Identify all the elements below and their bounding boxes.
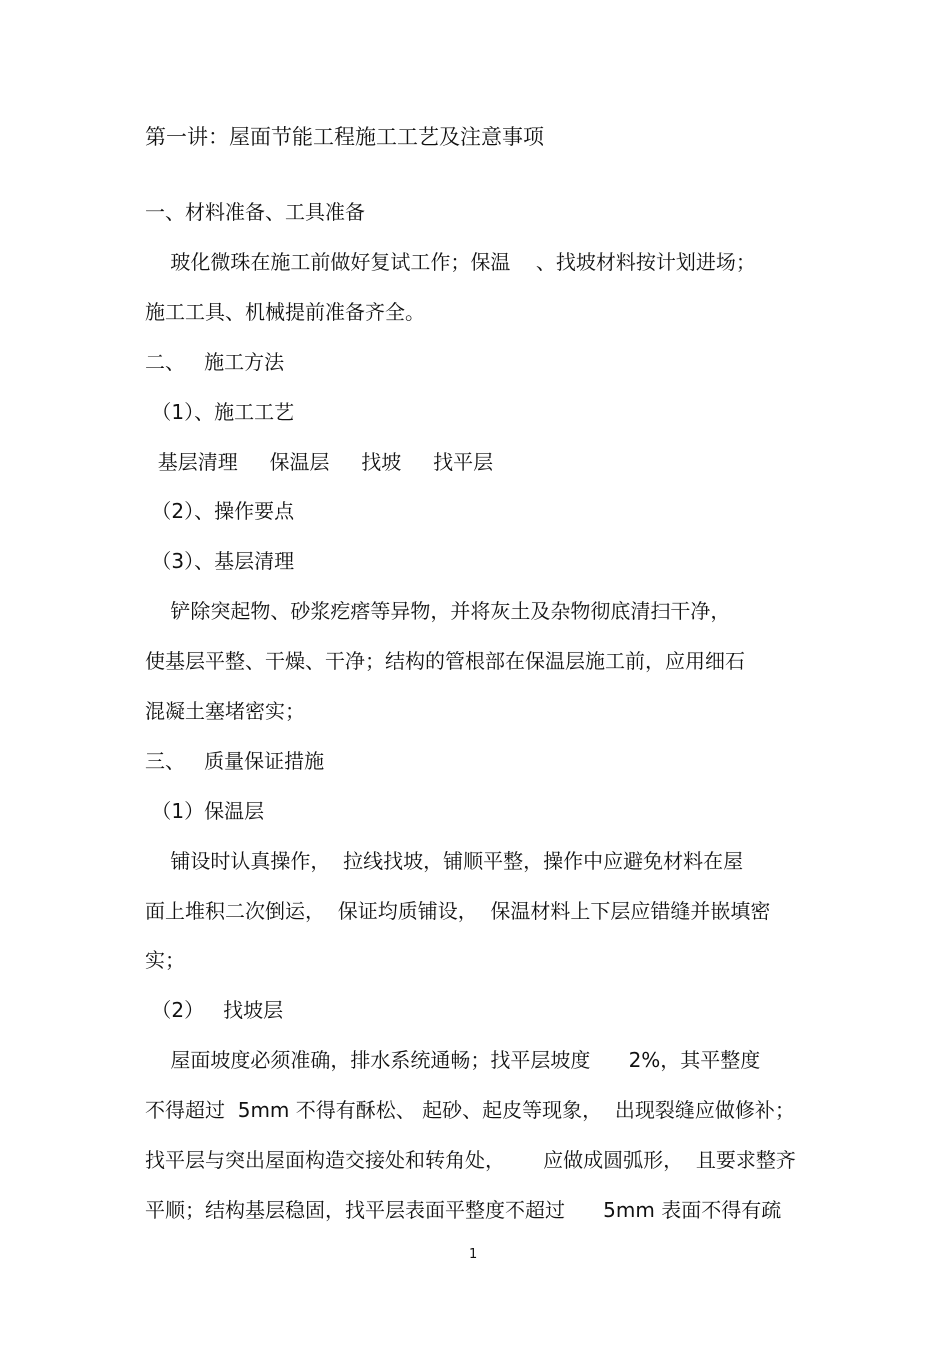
paragraph-line: 铺设时认真操作， 拉线找坡，铺顺平整，操作中应避免材料在屋 — [145, 849, 744, 873]
paragraph-line: 施工工具、机械提前准备齐全。 — [145, 300, 425, 324]
section-heading-2: 二、 施工方法 — [145, 350, 285, 374]
document-title: 第一讲：屋面节能工程施工工艺及注意事项 — [145, 125, 544, 149]
paragraph-line: 混凝土塞堵密实； — [145, 699, 305, 723]
process-flow: 基层清理 保温层 找坡 找平层 — [145, 450, 494, 474]
paragraph-line: 铲除突起物、砂浆疙瘩等异物，并将灰土及杂物彻底清扫干净， — [145, 599, 731, 623]
section-heading-1: 一、材料准备、工具准备 — [145, 200, 365, 224]
paragraph-line: 玻化微珠在施工前做好复试工作；保温 、找坡材料按计划进场； — [145, 250, 756, 274]
subheading: （1）、施工工艺 — [145, 400, 295, 424]
subheading: （2）、操作要点 — [145, 499, 295, 523]
paragraph-line: 不得超过 5mm 不得有酥松、 起砂、起皮等现象， 出现裂缝应做修补； — [145, 1098, 795, 1122]
subheading: （2） 找坡层 — [145, 998, 284, 1022]
subheading: （3）、基层清理 — [145, 549, 295, 573]
paragraph-line: 实； — [145, 948, 185, 972]
paragraph-line: 面上堆积二次倒运， 保证均质铺设， 保温材料上下层应错缝并嵌填密 — [145, 899, 771, 923]
paragraph-line: 找平层与突出屋面构造交接处和转角处， 应做成圆弧形， 且要求整齐 — [145, 1148, 796, 1172]
paragraph-line: 平顺；结构基层稳固，找平层表面平整度不超过 5mm 表面不得有疏 — [145, 1198, 782, 1222]
paragraph-line: 使基层平整、干燥、干净；结构的管根部在保温层施工前，应用细石 — [145, 649, 745, 673]
section-heading-3: 三、 质量保证措施 — [145, 749, 325, 773]
subheading: （1）保温层 — [145, 799, 265, 823]
page-number: 1 — [469, 1247, 478, 1262]
paragraph-line: 屋面坡度必须准确，排水系统通畅；找平层坡度 2%，其平整度 — [145, 1048, 761, 1072]
